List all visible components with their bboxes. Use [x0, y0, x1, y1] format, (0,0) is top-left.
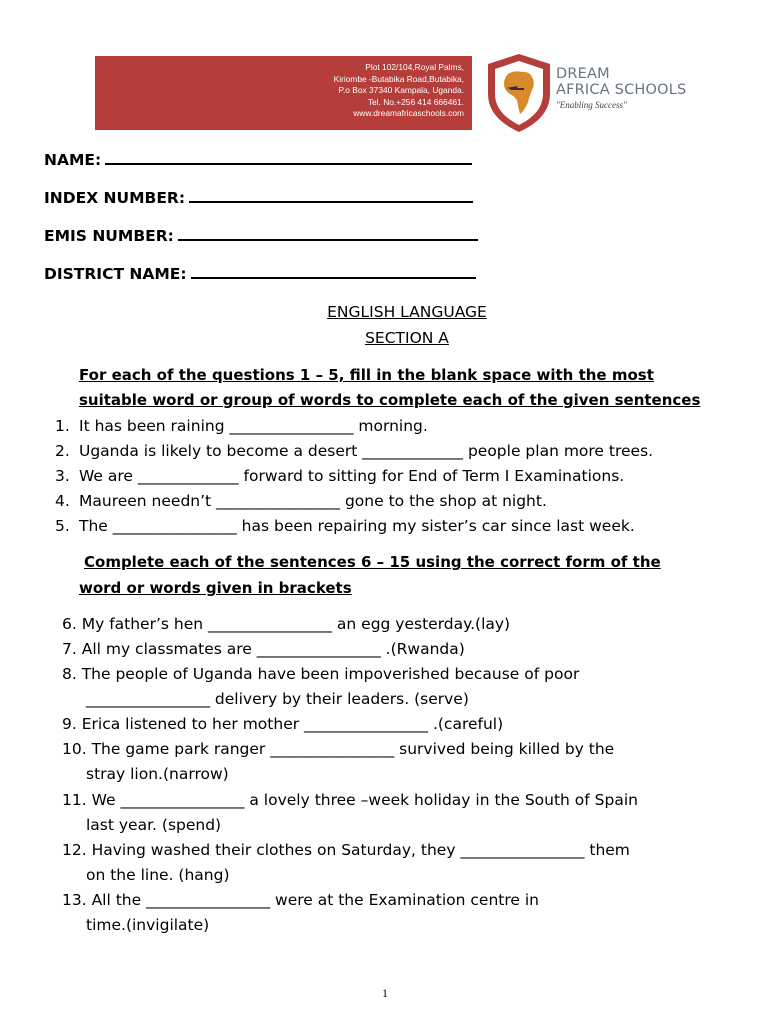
- question-7: 7. All my classmates are ________________ .(Rwanda): [62, 640, 465, 658]
- name-blank-line[interactable]: [105, 145, 472, 165]
- district-name-field[interactable]: [44, 259, 478, 297]
- field-label: INDEX NUMBER:: [44, 189, 186, 207]
- address-line: P.o Box 37340 Kampala, Uganda.: [338, 85, 464, 95]
- exam-titles: [0, 299, 770, 351]
- instruction-line: suitable word or group of words to complete each of the given sentences: [79, 391, 701, 409]
- address-line: Kiriombe -Butabika Road,Butabika,: [333, 73, 464, 84]
- emis-number-blank-line[interactable]: [178, 221, 478, 241]
- question-8-continued: ________________ delivery by their leaders. (serve): [86, 690, 469, 708]
- question-4: 4. Maureen needn’t ________________ gone to the shop at night.: [55, 492, 547, 510]
- school-name-logo: [556, 66, 686, 110]
- letterhead: [0, 52, 770, 142]
- question-11: 11. We ________________ a lovely three –week holiday in the South of Spain: [62, 791, 638, 809]
- index-number-blank-line[interactable]: [189, 183, 473, 203]
- question-5: 5. The ________________ has been repairing my sister’s car since last week.: [55, 517, 635, 535]
- logo-line-africa-schools: AFRICA SCHOOLS: [556, 82, 687, 98]
- instruction-line: word or words given in brackets: [79, 579, 352, 597]
- index-number-field[interactable]: [44, 183, 478, 221]
- section-title: SECTION A: [365, 329, 449, 347]
- logo-line-dream: DREAM: [556, 66, 610, 82]
- field-label: DISTRICT NAME:: [44, 265, 187, 283]
- field-label: NAME:: [44, 151, 102, 169]
- name-field[interactable]: [44, 145, 478, 183]
- field-label: EMIS NUMBER:: [44, 227, 174, 245]
- instruction-line: Complete each of the sentences 6 – 15 using the correct form of the: [84, 553, 661, 571]
- question-9: 9. Erica listened to her mother ________________ .(careful): [62, 715, 504, 733]
- address-line: www.dreamafricaschools.com: [353, 108, 464, 118]
- question-11-continued: last year. (spend): [86, 816, 222, 834]
- candidate-fields: [44, 145, 478, 297]
- question-10: 10. The game park ranger ________________ survived being killed by the: [62, 740, 615, 758]
- question-12-continued: on the line. (hang): [86, 866, 230, 884]
- question-1: 1. It has been raining ________________ morning.: [55, 417, 428, 435]
- school-shield-logo-icon: [484, 52, 554, 134]
- question-8: 8. The people of Uganda have been impoverished because of poor: [62, 665, 580, 683]
- district-name-blank-line[interactable]: [191, 259, 476, 279]
- address-line: Tel. No.+256 414 666461.: [367, 96, 464, 107]
- address-banner: [95, 56, 472, 130]
- question-3: 3. We are _____________ forward to sitting for End of Term I Examinations.: [55, 467, 625, 485]
- question-13: 13. All the ________________ were at the Examination centre in: [62, 891, 539, 909]
- question-10-continued: stray lion.(narrow): [86, 765, 229, 783]
- logo-tagline: "Enabling Success": [556, 100, 627, 110]
- address-line: Plot 102/104,Royal Palms,: [365, 62, 464, 72]
- instruction-line: For each of the questions 1 – 5, fill in the blank space with the most: [79, 366, 654, 384]
- question-13-continued: time.(invigilate): [86, 916, 210, 934]
- school-address: [334, 62, 464, 120]
- page-number: 1: [382, 986, 388, 1000]
- emis-number-field[interactable]: [44, 221, 478, 259]
- question-2: 2. Uganda is likely to become a desert _____________ people plan more trees.: [55, 442, 654, 460]
- question-12: 12. Having washed their clothes on Saturday, they ________________ them: [62, 841, 630, 859]
- question-6: 6. My father’s hen ________________ an egg yesterday.(lay): [62, 615, 511, 633]
- subject-title: ENGLISH LANGUAGE: [327, 303, 487, 321]
